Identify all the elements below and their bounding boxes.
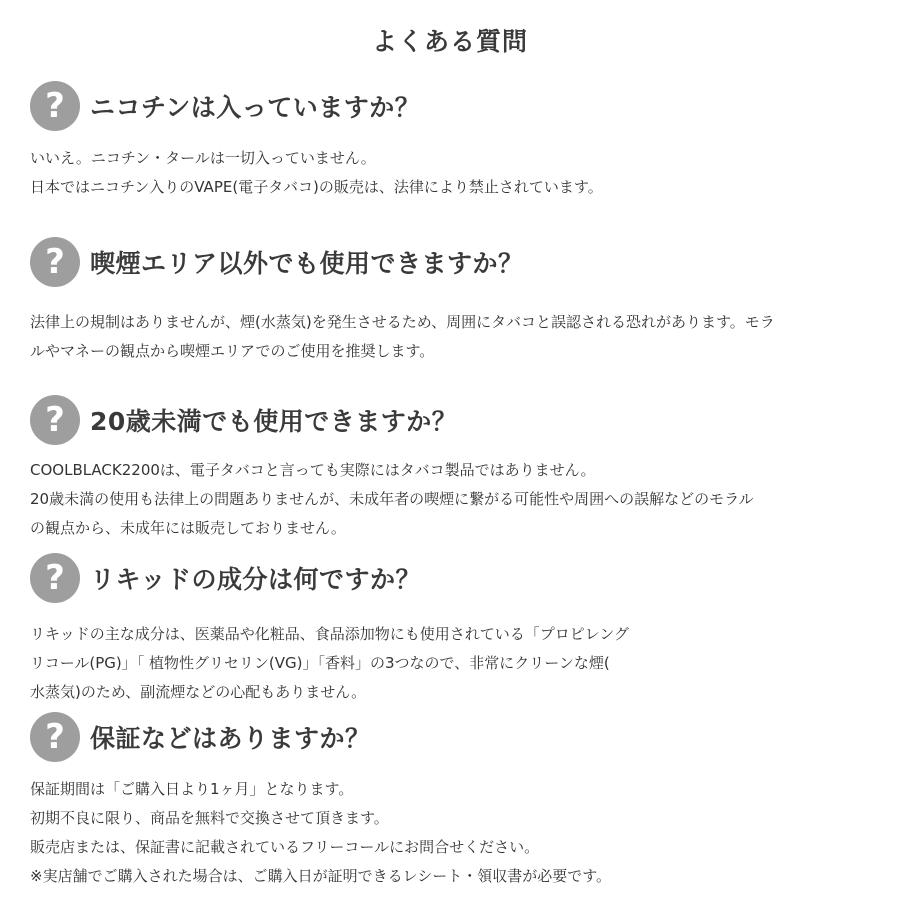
question-mark-icon: ? <box>30 553 80 603</box>
faq-answer <box>30 620 875 707</box>
answer-line: リコール(PG)」「 植物性グリセリン(VG)」「香料」の3つなので、非常にクリーンな煙( <box>30 654 610 672</box>
answer-line: リキッドの主な成分は、医薬品や化粧品、食品添加物にも使用されている「プロピレング <box>30 625 630 643</box>
answer-line: の観点から、未成年には販売しておりません。 <box>30 519 346 537</box>
faq-answer <box>30 456 875 543</box>
question-text: 保証などはありますか？ <box>90 724 371 753</box>
answer-line: ※実店舗でご購入された場合は、ご購入日が証明できるレシート・領収書が必要です。 <box>30 867 611 885</box>
faq-question <box>30 394 875 446</box>
faq-answer <box>30 144 875 202</box>
question-mark-icon: ? <box>30 81 80 131</box>
faq-question <box>30 80 875 132</box>
question-mark-icon: ? <box>30 395 80 445</box>
faq-item-smoking-area <box>30 236 875 366</box>
faq-answer <box>30 308 875 366</box>
page-title: よくある質問 <box>371 27 528 56</box>
answer-line: いいえ。ニコチン・タールは一切入っていません。 <box>30 149 376 167</box>
faq-question <box>30 552 875 604</box>
answer-line: 保証期間は「ご購入日より1ヶ月」となります。 <box>30 780 354 798</box>
faq-item-nicotine <box>30 80 875 202</box>
faq-item-warranty <box>30 711 875 891</box>
question-mark-icon: ? <box>30 237 80 287</box>
answer-line: 20歳未満の使用も法律上の問題ありませんが、未成年者の喫煙に繋がる可能性や周囲への誤解などのモラル <box>30 490 754 508</box>
answer-line: ルやマネーの観点から喫煙エリアでのご使用を推奨します。 <box>30 342 435 360</box>
answer-line: 初期不良に限り、商品を無料で交換させて頂きます。 <box>30 809 389 827</box>
answer-line: 水蒸気)のため、副流煙などの心配もありません。 <box>30 683 367 701</box>
faq-item-liquid <box>30 552 875 707</box>
answer-line: 販売店または、保証書に記載されているフリーコールにお問合せください。 <box>30 838 540 856</box>
faq-answer <box>30 775 875 891</box>
answer-line: 法律上の規制はありませんが、煙(水蒸気)を発生させるため、周囲にタバコと誤認される恐れがあります。モラ <box>30 313 775 331</box>
question-text: ニコチンは入っていますか？ <box>90 93 421 122</box>
question-text: 喫煙エリア以外でも使用できますか？ <box>90 249 524 278</box>
question-text: リキッドの成分は何ですか？ <box>90 565 422 594</box>
answer-line: 日本ではニコチン入りのVAPE(電子タバコ)の販売は、法律により禁止されています。 <box>30 178 603 196</box>
question-text: 20歳未満でも使用できますか？ <box>90 407 458 436</box>
answer-line: COOLBLACK2200は、電子タバコと言っても実際にはタバコ製品ではありません。 <box>30 461 596 479</box>
faq-item-age <box>30 394 875 543</box>
faq-question <box>30 711 875 763</box>
question-mark-icon: ? <box>30 712 80 762</box>
faq-question <box>30 236 875 288</box>
